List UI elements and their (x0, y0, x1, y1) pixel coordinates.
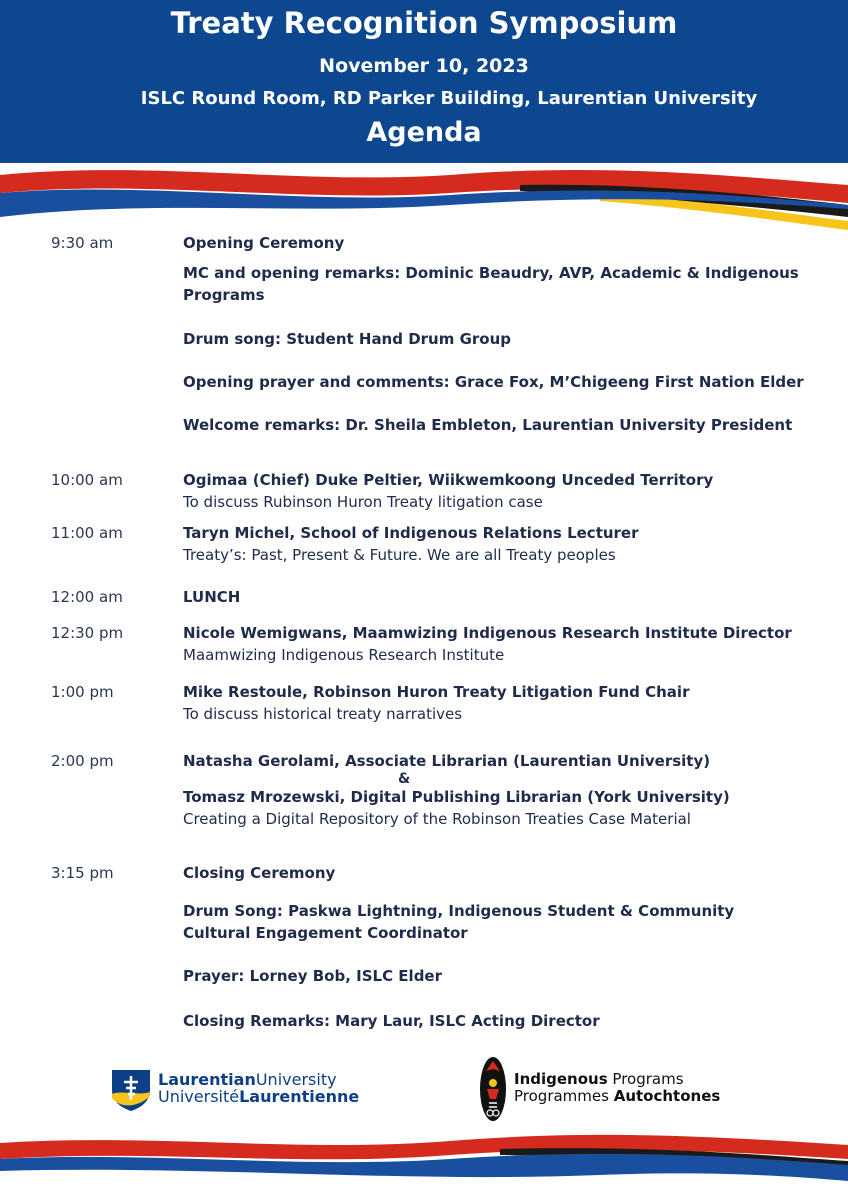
laurentian-line1 (158, 1071, 359, 1088)
welcome-remarks: Welcome remarks: Dr. Sheila Embleton, Laurentian University President (183, 416, 793, 434)
indigenous-programs-emblem-icon (478, 1055, 508, 1123)
indigenous-programs-wordmark (514, 1071, 720, 1105)
lu-universite: Université (158, 1087, 240, 1106)
time-1300: 1:00 pm (51, 683, 114, 701)
time-1230: 12:30 pm (51, 624, 124, 642)
closing-drum-line2: Cultural Engagement Coordinator (183, 924, 468, 942)
event-title: Treaty Recognition Symposium (170, 6, 678, 40)
bottom-wave-decoration (0, 1125, 848, 1200)
ip-indigenous: Indigenous (514, 1070, 608, 1088)
closing-prayer: Prayer: Lorney Bob, ISLC Elder (183, 967, 442, 985)
wemigwans-topic: Maamwizing Indigenous Research Institute (183, 646, 505, 664)
mc-remarks-line1: MC and opening remarks: Dominic Beaudry, AVP, Academic & Indigenous (183, 264, 799, 282)
laurentian-wordmark (158, 1071, 359, 1105)
lunch-label: LUNCH (183, 588, 241, 606)
agenda-heading: Agenda (366, 117, 482, 148)
laurentian-shield-icon (108, 1066, 154, 1112)
speaker-michel: Taryn Michel, School of Indigenous Relations Lecturer (183, 524, 639, 542)
time-1200: 12:00 am (51, 588, 123, 606)
ip-programs: Programs (607, 1070, 684, 1088)
repository-topic: Creating a Digital Repository of the Robinson Treaties Case Material (183, 810, 691, 828)
time-1000: 10:00 am (51, 471, 123, 489)
mc-remarks-line2: Programs (183, 286, 265, 304)
closing-ceremony-title: Closing Ceremony (183, 864, 336, 882)
time-0930: 9:30 am (51, 234, 114, 252)
peltier-topic: To discuss Rubinson Huron Treaty litigation case (183, 493, 543, 511)
event-date: November 10, 2023 (319, 55, 529, 77)
closing-remarks: Closing Remarks: Mary Laur, ISLC Acting Director (183, 1012, 600, 1030)
michel-topic: Treaty’s: Past, Present & Future. We are all Treaty peoples (183, 546, 616, 564)
lu-laurentienne: Laurentienne (239, 1087, 360, 1106)
closing-drum-line1: Drum Song: Paskwa Lightning, Indigenous Student & Community (183, 902, 735, 920)
ampersand: & (398, 771, 411, 787)
top-wave-decoration (0, 155, 848, 235)
speaker-wemigwans: Nicole Wemigwans, Maamwizing Indigenous Research Institute Director (183, 624, 792, 642)
event-venue: ISLC Round Room, RD Parker Building, Laurentian University (140, 88, 758, 109)
restoule-topic: To discuss historical treaty narratives (183, 705, 463, 723)
ip-autochtones: Autochtones (613, 1087, 721, 1105)
opening-ceremony-title: Opening Ceremony (183, 234, 345, 252)
speaker-restoule: Mike Restoule, Robinson Huron Treaty Litigation Fund Chair (183, 683, 690, 701)
speaker-mrozewski: Tomasz Mrozewski, Digital Publishing Librarian (York University) (183, 788, 730, 806)
ip-line2 (514, 1088, 720, 1105)
ip-line1 (514, 1071, 720, 1088)
lu-laurentian: Laurentian (158, 1070, 256, 1089)
speaker-gerolami: Natasha Gerolami, Associate Librarian (Laurentian University) (183, 752, 711, 770)
drum-song: Drum song: Student Hand Drum Group (183, 330, 512, 348)
ip-programmes: Programmes (514, 1087, 614, 1105)
speaker-peltier: Ogimaa (Chief) Duke Peltier, Wiikwemkoong Unceded Territory (183, 471, 714, 489)
time-1100: 11:00 am (51, 524, 123, 542)
opening-prayer: Opening prayer and comments: Grace Fox, M’Chigeeng First Nation Elder (183, 373, 804, 391)
lu-university: University (255, 1070, 337, 1089)
header-banner (0, 0, 848, 163)
laurentian-line2 (158, 1088, 359, 1105)
time-1515: 3:15 pm (51, 864, 114, 882)
time-1400: 2:00 pm (51, 752, 114, 770)
